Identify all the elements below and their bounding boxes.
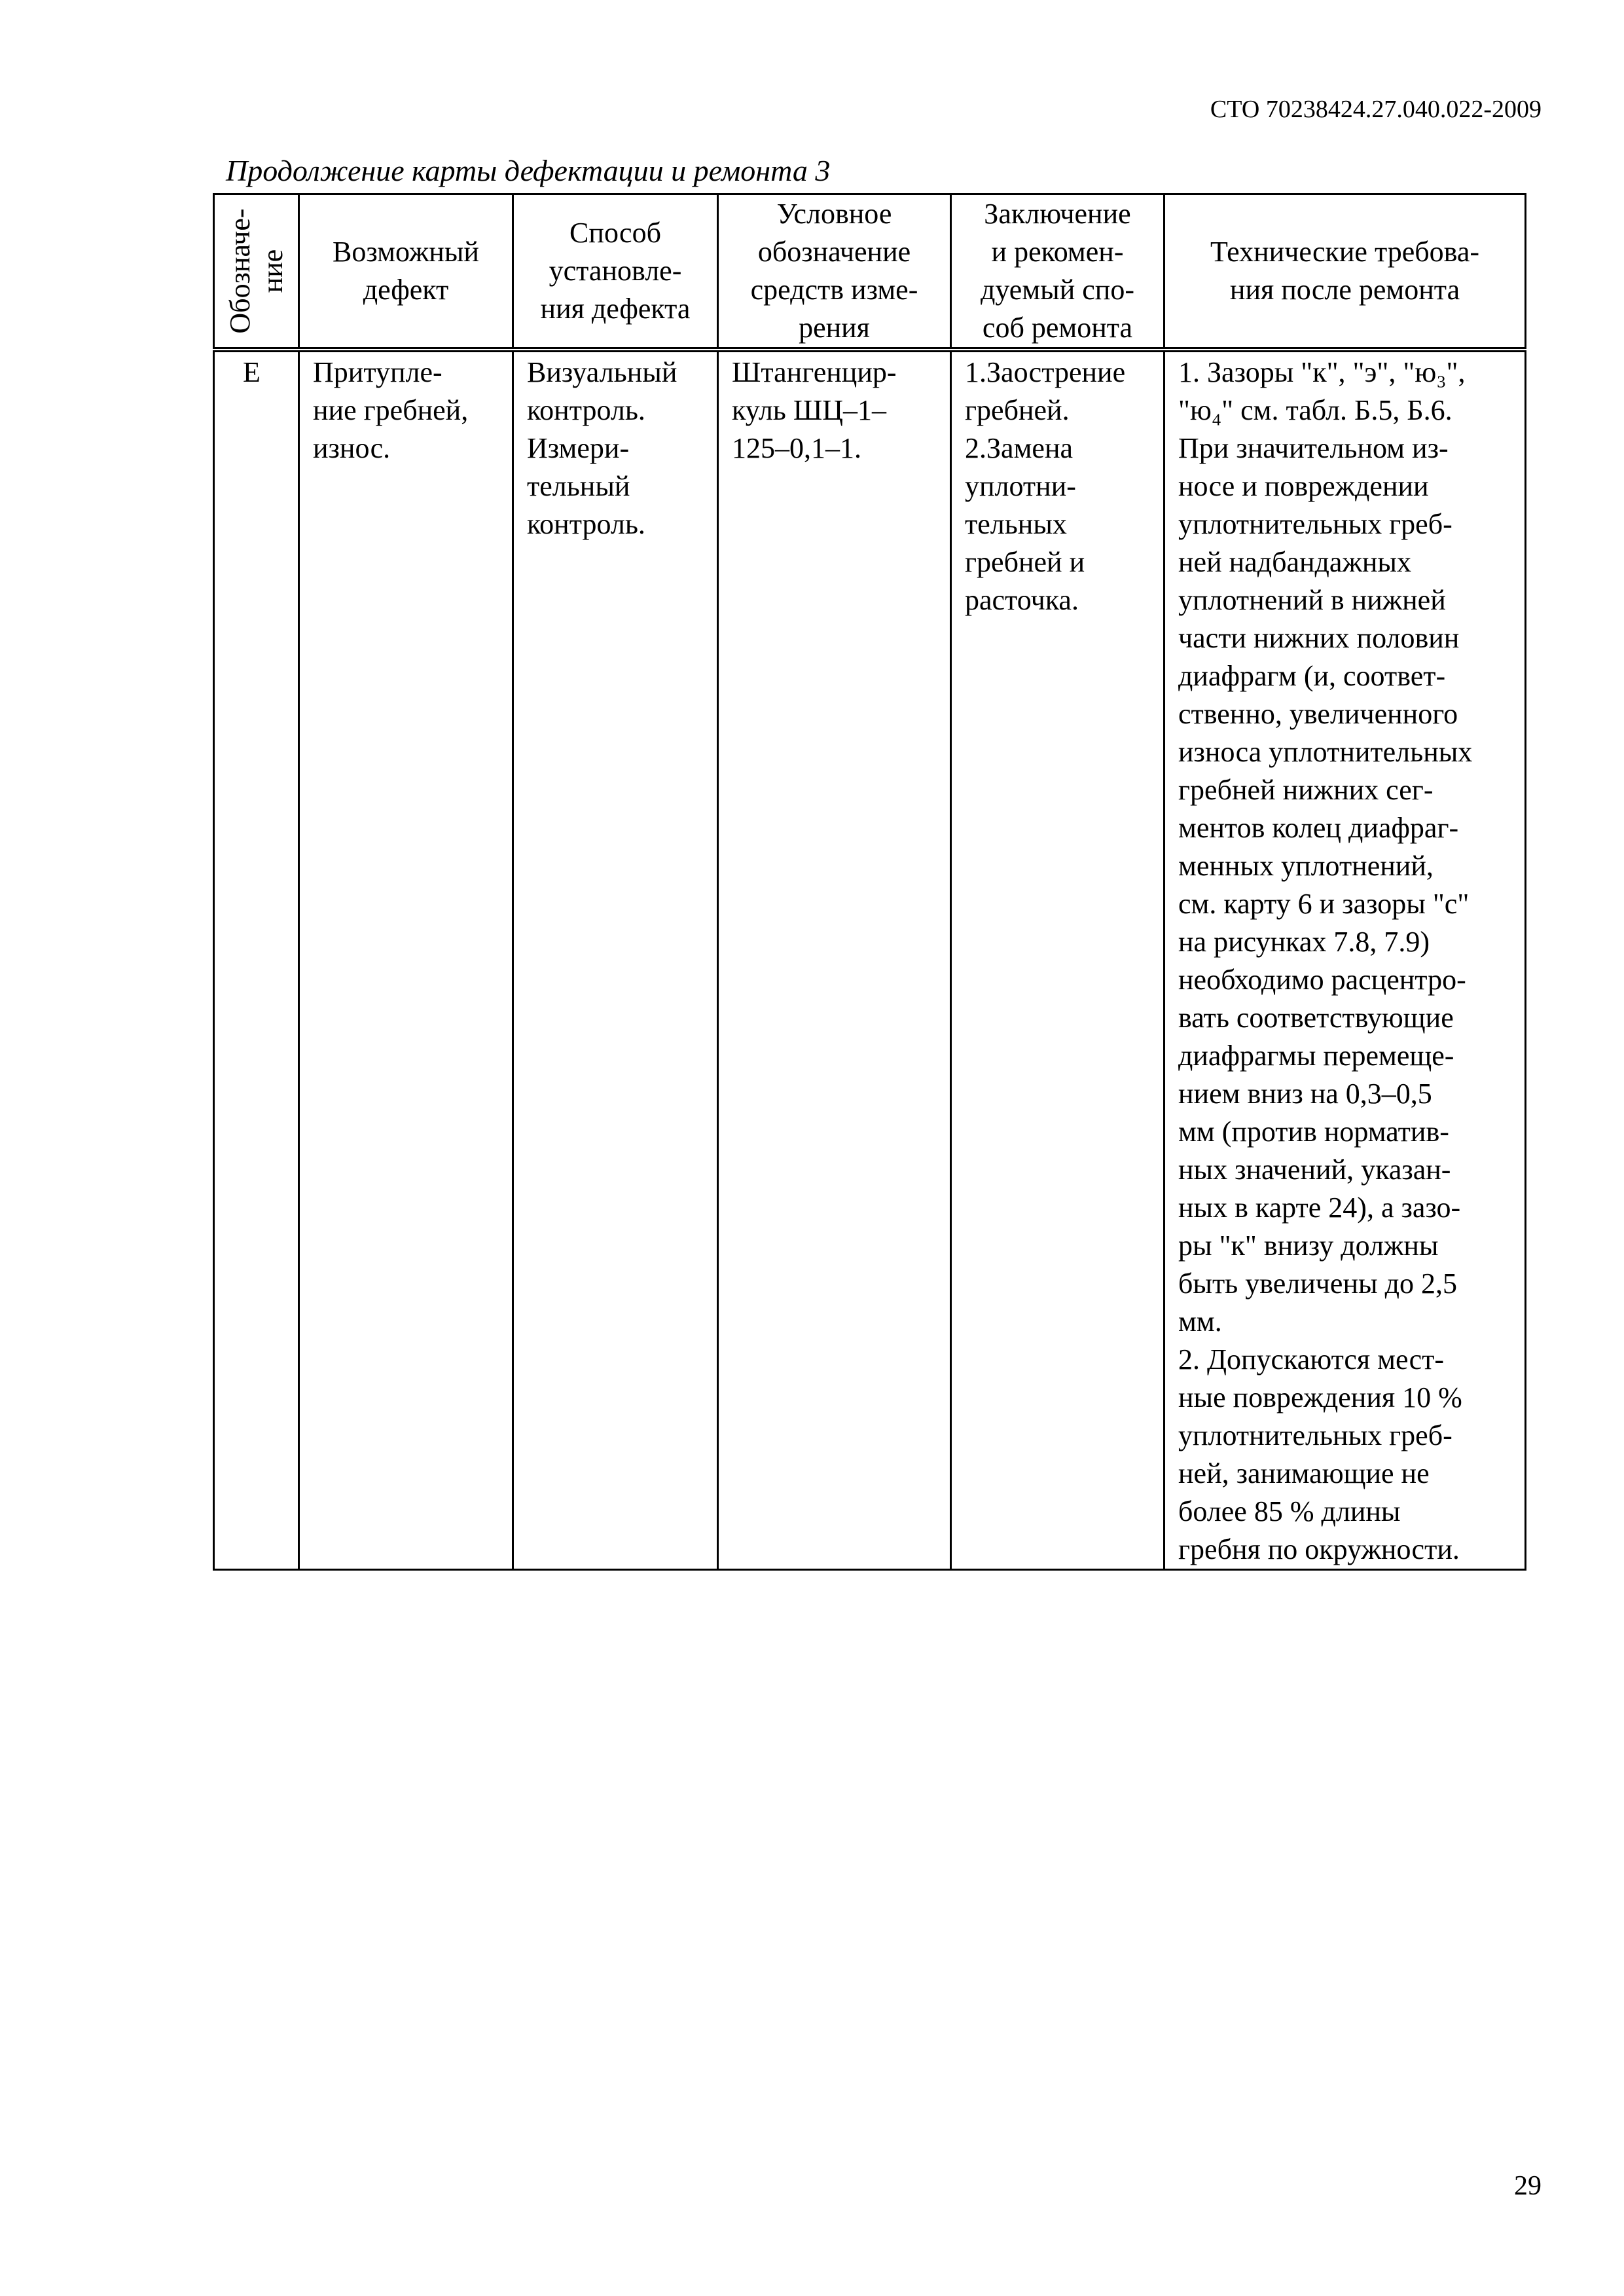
requirement-line: диафрагм (и, соответ- (1178, 660, 1446, 692)
requirement-line: износа уплотнительных (1178, 736, 1473, 768)
requirement-line: уплотнительных греб- (1178, 1419, 1453, 1451)
requirement-line: ных значений, указан- (1178, 1154, 1451, 1186)
header-instrument: Условное обозначение средств изме- рения (718, 194, 951, 350)
cell-instrument: Штангенцир- куль ШЦ–1– 125–0,1–1. (718, 350, 951, 1570)
requirement-line: гребня по окружности. (1178, 1533, 1460, 1565)
requirement-line: мм (против норматив- (1178, 1116, 1449, 1148)
requirement-line: ные повреждения 10 % (1178, 1381, 1462, 1413)
requirement-line: нием вниз на 0,3–0,5 (1178, 1078, 1432, 1110)
requirement-line: быть увеличены до 2,5 (1178, 1267, 1457, 1300)
cell-code: Е (214, 350, 299, 1570)
requirement-line: мм. (1178, 1305, 1222, 1338)
header-defect: Возможный дефект (299, 194, 513, 350)
requirement-line: "ю₄" см. табл. Б.5, Б.6. (1178, 394, 1453, 426)
requirement-line: ных в карте 24), а зазо- (1178, 1192, 1461, 1224)
requirement-line: При значительном из- (1178, 432, 1449, 464)
cell-requirements (1164, 350, 1526, 1570)
requirement-line: необходимо расцентро- (1178, 964, 1466, 996)
table-header-row (214, 194, 1526, 350)
requirement-line: ры "к" внизу должны (1178, 1230, 1439, 1262)
requirement-line: вать соответствующие (1178, 1002, 1454, 1034)
requirement-line: на рисунках 7.8, 7.9) (1178, 926, 1430, 958)
requirement-line: менных уплотнений, (1178, 850, 1434, 882)
header-code (214, 194, 299, 350)
header-requirements: Технические требова- ния после ремонта (1164, 194, 1526, 350)
requirement-line: ментов колец диафраг- (1178, 812, 1459, 844)
requirement-line: уплотнений в нижней (1178, 584, 1446, 616)
requirement-line: более 85 % длины (1178, 1495, 1401, 1527)
requirement-line: части нижних половин (1178, 622, 1460, 654)
header-method: Способ установле- ния дефекта (513, 194, 718, 350)
requirement-line: диафрагмы перемеще- (1178, 1040, 1454, 1072)
header-code-label: Обозначе- ние (223, 208, 289, 334)
requirement-line: 2. Допускаются мест- (1178, 1343, 1445, 1376)
requirement-line: ней, занимающие не (1178, 1457, 1430, 1489)
requirement-line: уплотнительных греб- (1178, 508, 1453, 540)
table-row (214, 350, 1526, 1570)
requirement-line: носе и повреждении (1178, 470, 1429, 502)
requirement-line: 1. Зазоры "к", "э", "ю₃", (1178, 356, 1466, 388)
requirement-line: гребней нижних сег- (1178, 774, 1434, 806)
cell-repair: 1.Заострение гребней. 2.Замена уплотни- тельных гребней и расточка. (951, 350, 1164, 1570)
table-caption: Продолжение карты дефектации и ремонта 3 (226, 154, 831, 187)
header-repair: Заключение и рекомен- дуемый спо- соб ремонта (951, 194, 1164, 350)
page-number: 29 (1514, 2171, 1542, 2201)
requirement-line: ственно, увеличенного (1178, 698, 1458, 730)
document-code: СТО 70238424.27.040.022-2009 (1210, 96, 1542, 123)
requirement-line: ней надбандажных (1178, 546, 1411, 578)
requirement-line: см. карту 6 и зазоры "с" (1178, 888, 1470, 920)
cell-defect: Притупле- ние гребней, износ. (299, 350, 513, 1570)
defect-repair-card-table (213, 193, 1526, 1571)
cell-method: Визуальный контроль. Измери- тельный контроль. (513, 350, 718, 1570)
